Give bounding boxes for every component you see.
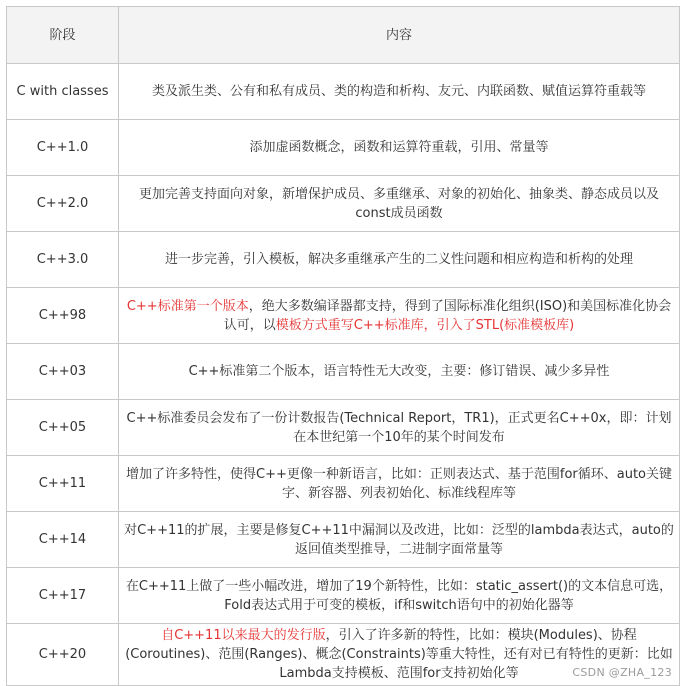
- highlight-text: 模板方式重写C++标准库，引入了STL(标准模板库): [275, 317, 575, 333]
- highlight-text: 自C++11以来最大的发行版: [161, 628, 326, 643]
- watermark: CSDN @ZHA_123: [572, 666, 672, 679]
- content-cell: [119, 64, 680, 120]
- content-text: 进一步完善，引入模板，解决多重继承产生的二义性问题和相应构造和析构的处理: [164, 252, 633, 267]
- highlight-text: C++标准第一个版本: [126, 298, 249, 314]
- content-text: 对C++11的扩展，主要是修复C++11中漏洞以及改进，比如：泛型的lambda表达式，auto的返回值类型推导，二进制字面常量等: [124, 522, 674, 557]
- content-cell: [119, 176, 680, 232]
- content-cell: [119, 400, 680, 456]
- content-text: ，引入了许多新的特性，比如：模块(Modules)、协程(Coroutines)、范围(Ranges)、概念(Constraints)等重大特性，还有对已有特性的更新：比如Lambda支持模板、范围for支持初始化等: [125, 628, 673, 681]
- table-row: [7, 344, 680, 400]
- cpp-history-table: [6, 6, 680, 686]
- table-row: [7, 400, 680, 456]
- stage-cell: C++17: [7, 568, 119, 624]
- content-text: 类及派生类、公有和私有成员、类的构造和析构、友元、内联函数、赋值运算符重载等: [151, 84, 646, 99]
- content-text: 更加完善支持面向对象，新增保护成员、多重继承、对象的初始化、抽象类、静态成员以及const成员函数: [138, 186, 659, 221]
- content-cell: [119, 512, 680, 568]
- content-cell: [119, 344, 680, 400]
- content-cell: [119, 456, 680, 512]
- stage-cell: C++2.0: [7, 176, 119, 232]
- table-row: [7, 232, 680, 288]
- content-text: 增加了许多特性，使得C++更像一种新语言，比如：正则表达式、基于范围for循环、auto关键字、新容器、列表初始化、标准线程库等: [126, 466, 672, 501]
- content-cell: [119, 232, 680, 288]
- table-row: [7, 456, 680, 512]
- content-text: ，绝大多数编译器都支持，得到了国际标准化组织(ISO)和美国标准化协会认可，以: [223, 298, 672, 333]
- table-row: [7, 512, 680, 568]
- stage-cell: C++03: [7, 344, 119, 400]
- table-row: [7, 64, 680, 120]
- stage-cell: C++05: [7, 400, 119, 456]
- content-cell: [119, 288, 680, 344]
- content-cell: [119, 568, 680, 624]
- header-stage: 阶段: [7, 7, 119, 64]
- stage-cell: C++20: [7, 624, 119, 686]
- stage-cell: C with classes: [7, 64, 119, 120]
- table-row: [7, 176, 680, 232]
- stage-cell: C++11: [7, 456, 119, 512]
- content-cell: [119, 120, 680, 176]
- table-header-row: [7, 7, 680, 64]
- content-text: C++标准第二个版本，语言特性无大改变，主要：修订错误、减少多异性: [188, 364, 610, 379]
- content-text: 添加虚函数概念，函数和运算符重载，引用、常量等: [249, 140, 549, 155]
- stage-cell: C++1.0: [7, 120, 119, 176]
- content-text: 在C++11上做了一些小幅改进，增加了19个新特性，比如：static_assert()的文本信息可选，Fold表达式用于可变的模板，if和switch语句中的初始化器等: [125, 578, 673, 613]
- stage-cell: C++98: [7, 288, 119, 344]
- table-row: [7, 568, 680, 624]
- stage-cell: C++3.0: [7, 232, 119, 288]
- table-row: [7, 288, 680, 344]
- header-content: 内容: [119, 7, 680, 64]
- table-row: [7, 120, 680, 176]
- content-text: C++标准委员会发布了一份计数报告(Technical Report，TR1)，正式更名C++0x，即：计划在本世纪第一个10年的某个时间发布: [126, 410, 672, 445]
- stage-cell: C++14: [7, 512, 119, 568]
- table-body: [7, 64, 680, 686]
